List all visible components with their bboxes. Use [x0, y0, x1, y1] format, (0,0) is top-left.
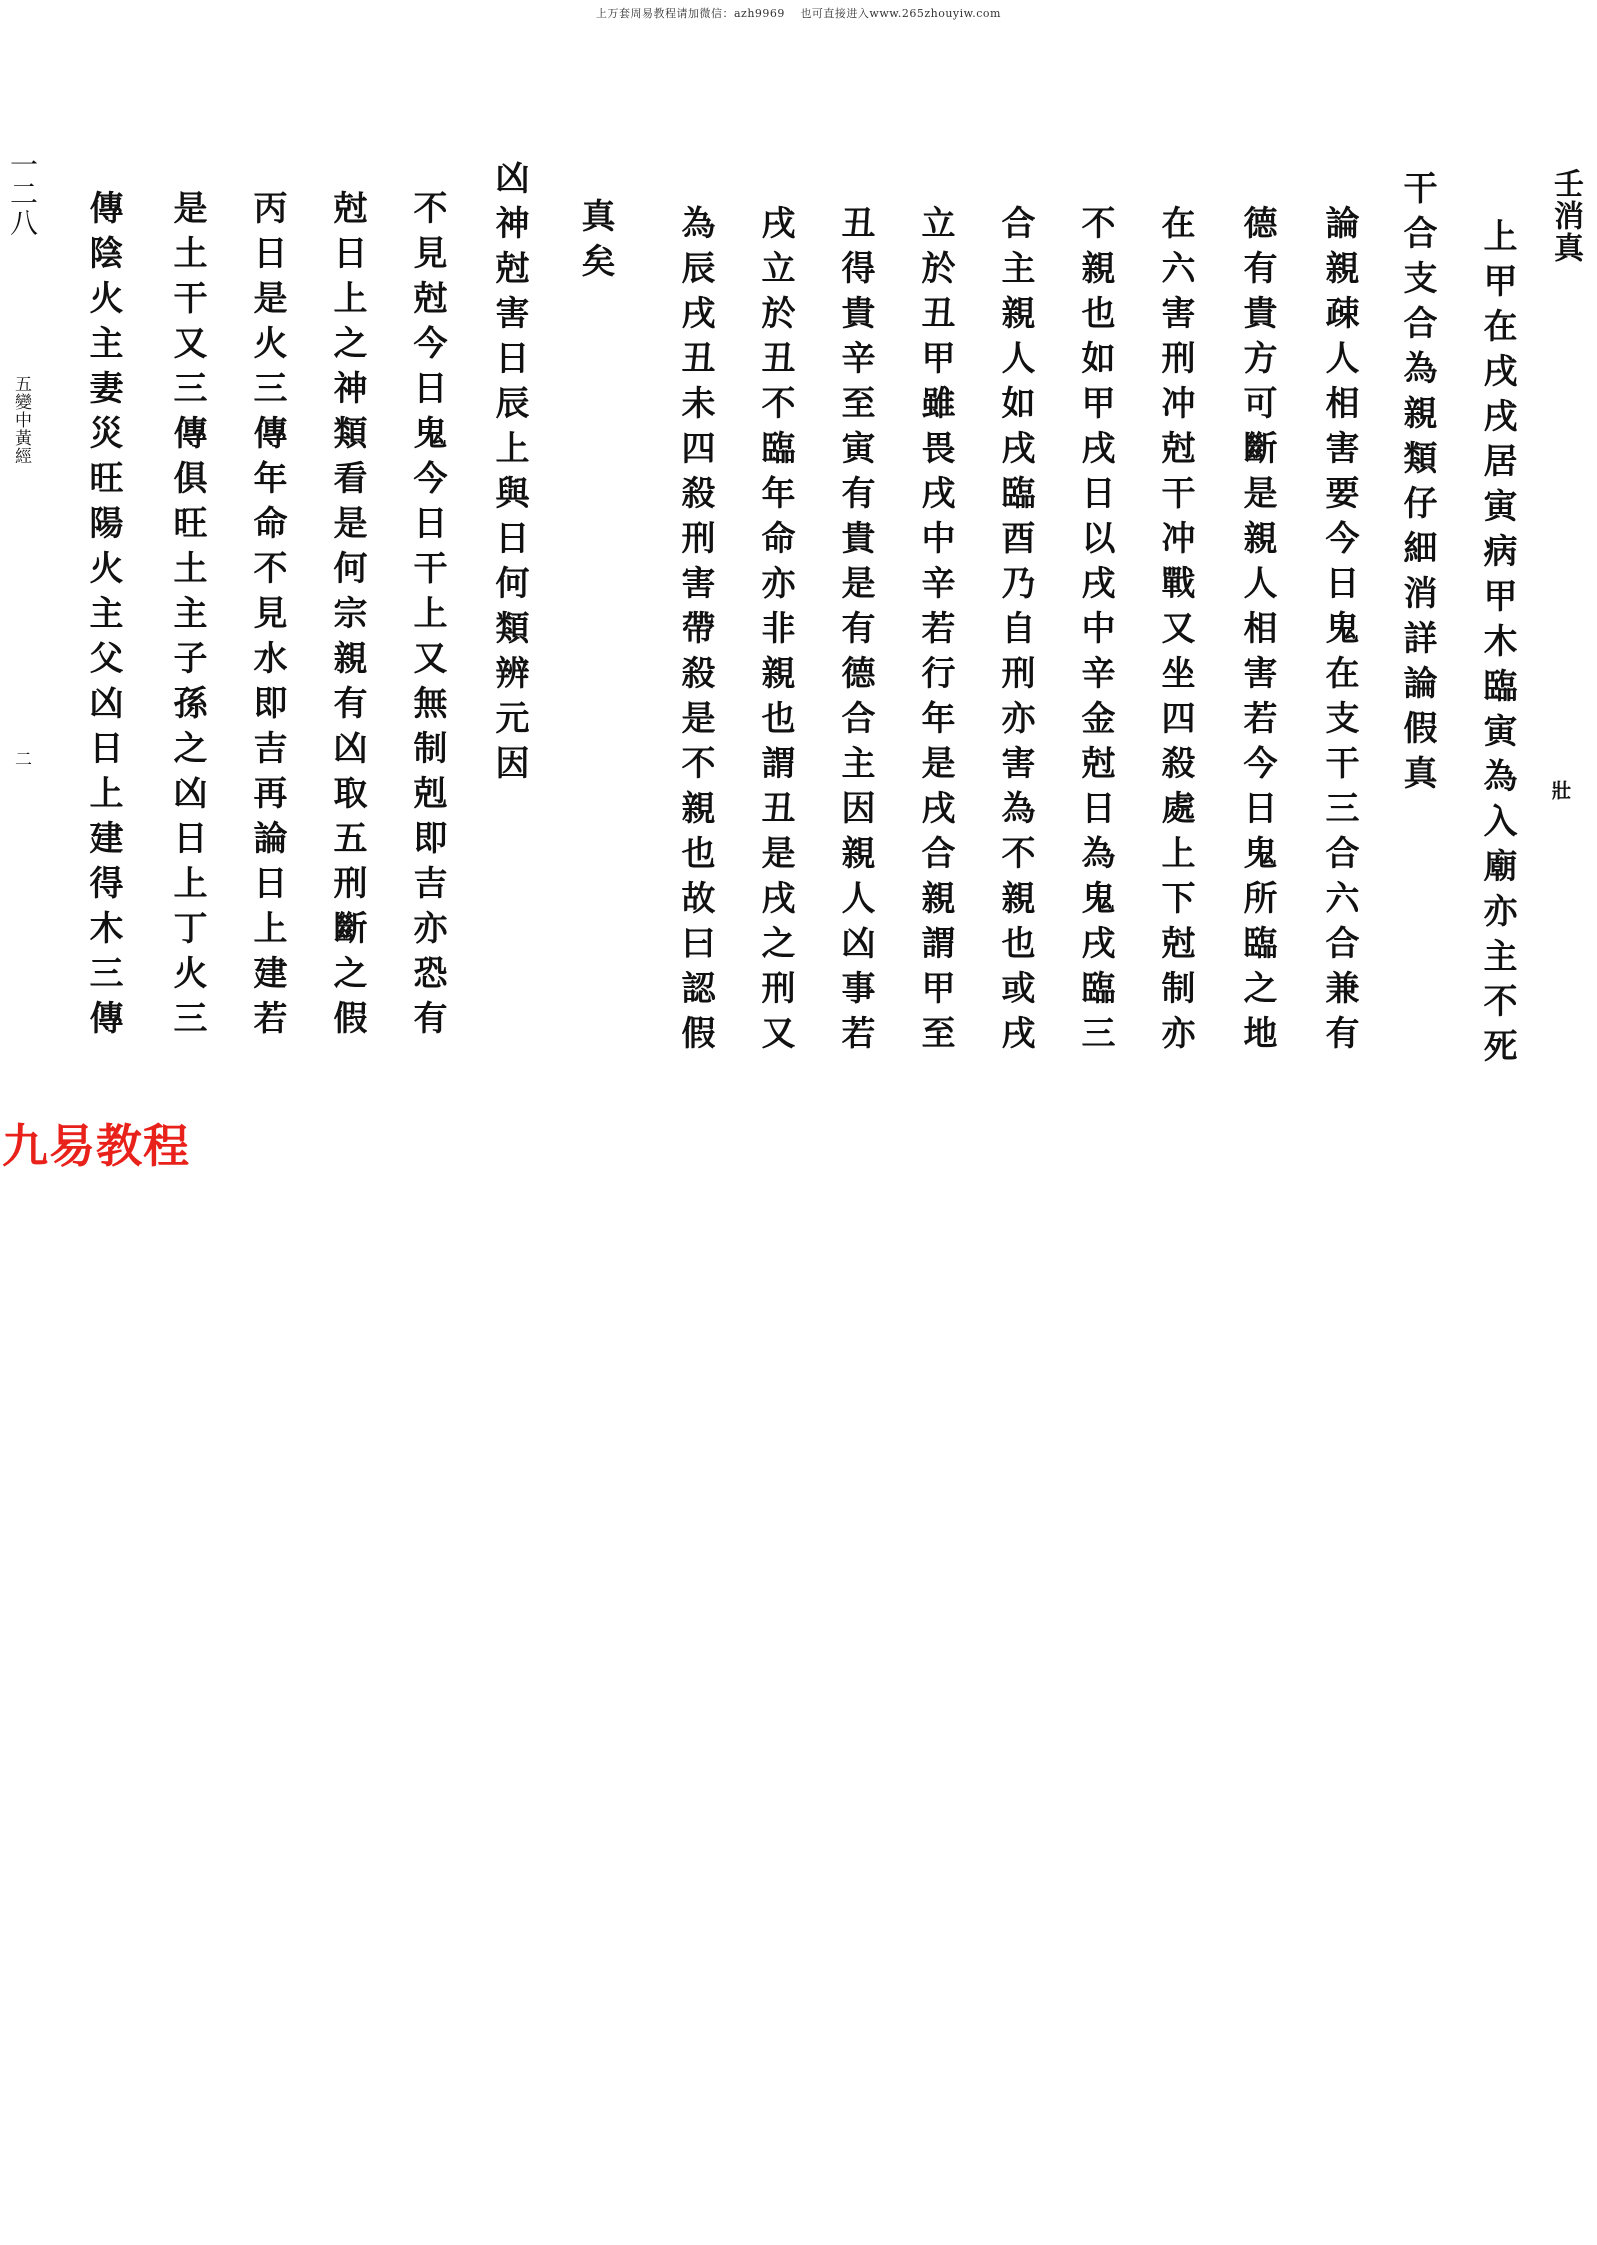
scanned-page — [0, 120, 1597, 1073]
text-column-10: 戌立於丑不臨年命亦非親也謂丑是戌之刑又 — [755, 205, 795, 1060]
text-column-16: 丙日是火三傳年命不見水即吉再論日上建若 — [247, 190, 287, 1045]
watermark-logo: 九易教程 — [2, 1119, 190, 1173]
text-column-8: 立於丑甲雖畏戌中辛若行年是戌合親謂甲至 — [915, 205, 955, 1060]
text-column-5: 在六害刑冲尅干冲戰又坐四殺處上下尅制亦 — [1155, 205, 1195, 1060]
text-column-12: 真矣 — [575, 198, 615, 288]
text-column-11: 為辰戌丑未四殺刑害帶殺是不親也故曰認假 — [675, 205, 715, 1060]
text-column-18: 傳陰火主妻災旺陽火主父凶日上建得木三傳 — [83, 190, 123, 1045]
text-column-13: 凶神尅害日辰上與日何類辨元因 — [489, 160, 529, 790]
top-banner: 上万套周易教程请加微信：azh9969 也可直接进入www.265zhouyiw.com — [595, 7, 1001, 20]
text-column-3: 論親疎人相害要今日鬼在支干三合六合兼有 — [1319, 205, 1359, 1060]
text-column-9: 丑得貴辛至寅有貴是有德合主因親人凶事若 — [835, 205, 875, 1060]
text-column-15: 尅日上之神類看是何宗親有凶取五刑斷之假 — [327, 190, 367, 1045]
margin-page-mark: 一二八 — [6, 150, 39, 237]
text-column-17: 是土干又三傳俱旺土主子孫之凶日上丁火三 — [167, 190, 207, 1045]
margin-title-left: 五變中黃經 — [11, 375, 31, 465]
text-column-1: 上甲在戌戌居寅病甲木臨寅為入廟亦主不死 — [1477, 218, 1517, 1073]
margin-corner-mark: 壯 — [1548, 780, 1572, 802]
text-column-2: 干合支合為親類仔細消詳論假真 — [1397, 170, 1437, 800]
text-column-14: 不見尅今日鬼今日干上又無制剋即吉亦恐有 — [407, 190, 447, 1045]
margin-page-number: 二 — [11, 750, 31, 768]
margin-title-right: 壬消真 — [1548, 168, 1583, 264]
text-column-7: 合主親人如戌臨酉乃自刑亦害為不親也或戌 — [995, 205, 1035, 1060]
text-column-4: 德有貴方可斷是親人相害若今日鬼所臨之地 — [1237, 205, 1277, 1060]
text-column-6: 不親也如甲戌日以戌中辛金尅日為鬼戌臨三 — [1075, 205, 1115, 1060]
